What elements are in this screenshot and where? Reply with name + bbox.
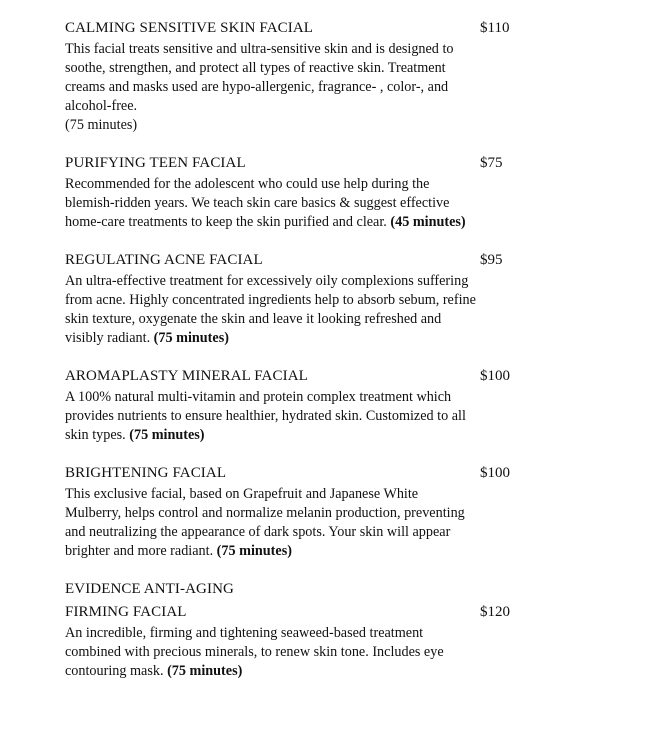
service-header	[65, 152, 625, 175]
service-description	[65, 40, 477, 135]
service-description-text: This exclusive facial, based on Grapefruit and Japanese White Mulberry, helps control and normalize melanin production, preventing and neutralizing the appearance of dark spots. Your skin will appear brighter and more radiant.	[65, 486, 465, 559]
service-price: $100	[480, 465, 510, 481]
service-description	[65, 388, 477, 445]
service-price: $100	[480, 368, 510, 384]
service-name-line1: EVIDENCE ANTI-AGING	[65, 581, 234, 597]
service-header	[65, 17, 625, 40]
service-item	[65, 365, 625, 445]
service-header	[65, 365, 625, 388]
service-price: $110	[480, 20, 510, 36]
service-description	[65, 175, 477, 232]
service-description-text: An ultra-effective treatment for excessively oily complexions suffering from acne. Highly concentrated ingredients help to absorb sebum, refine skin texture, oxygenate the skin and leave it looking refreshed and visibly radiant.	[65, 273, 476, 346]
service-name: AROMAPLASTY MINERAL FACIAL	[65, 368, 308, 384]
service-duration: (75 minutes)	[65, 117, 138, 133]
service-price: $120	[480, 604, 510, 620]
service-description-text: An incredible, firming and tightening seaweed-based treatment combined with precious minerals, to renew skin tone. Includes eye contouring mask.	[65, 625, 444, 679]
service-item	[65, 17, 625, 135]
service-duration: (75 minutes)	[153, 330, 229, 346]
service-item	[65, 152, 625, 232]
service-description	[65, 485, 477, 561]
service-description-text: A 100% natural multi-vitamin and protein complex treatment which provides nutrients to ensure healthier, hydrated skin. Customized to all skin types.	[65, 389, 466, 443]
service-duration: (45 minutes)	[390, 214, 466, 230]
service-header	[65, 249, 625, 272]
facial-services-menu	[65, 17, 625, 681]
service-name: REGULATING ACNE FACIAL	[65, 252, 263, 268]
service-name: BRIGHTENING FACIAL	[65, 465, 227, 481]
service-description-text: Recommended for the adolescent who could use help during the blemish-ridden years. We teach skin care basics & suggest effective home-care treatments to keep the skin purified and clear.	[65, 176, 450, 230]
service-description	[65, 272, 477, 348]
service-duration: (75 minutes)	[167, 663, 243, 679]
service-item	[65, 462, 625, 561]
service-item	[65, 249, 625, 348]
service-name: CALMING SENSITIVE SKIN FACIAL	[65, 20, 314, 36]
service-description-text: This facial treats sensitive and ultra-sensitive skin and is designed to soothe, strengthen, and protect all types of reactive skin. Treatment creams and masks used are hypo-allergenic, fragrance- , color-, and alcohol-free.	[65, 41, 454, 114]
service-item	[65, 578, 625, 681]
service-header	[65, 601, 625, 624]
service-description	[65, 624, 477, 681]
service-duration: (75 minutes)	[216, 543, 292, 559]
service-name: PURIFYING TEEN FACIAL	[65, 155, 246, 171]
service-name-line2: FIRMING FACIAL	[65, 604, 187, 620]
service-price: $95	[480, 252, 503, 268]
service-header	[65, 462, 625, 485]
service-duration: (75 minutes)	[129, 427, 205, 443]
service-price: $75	[480, 155, 503, 171]
